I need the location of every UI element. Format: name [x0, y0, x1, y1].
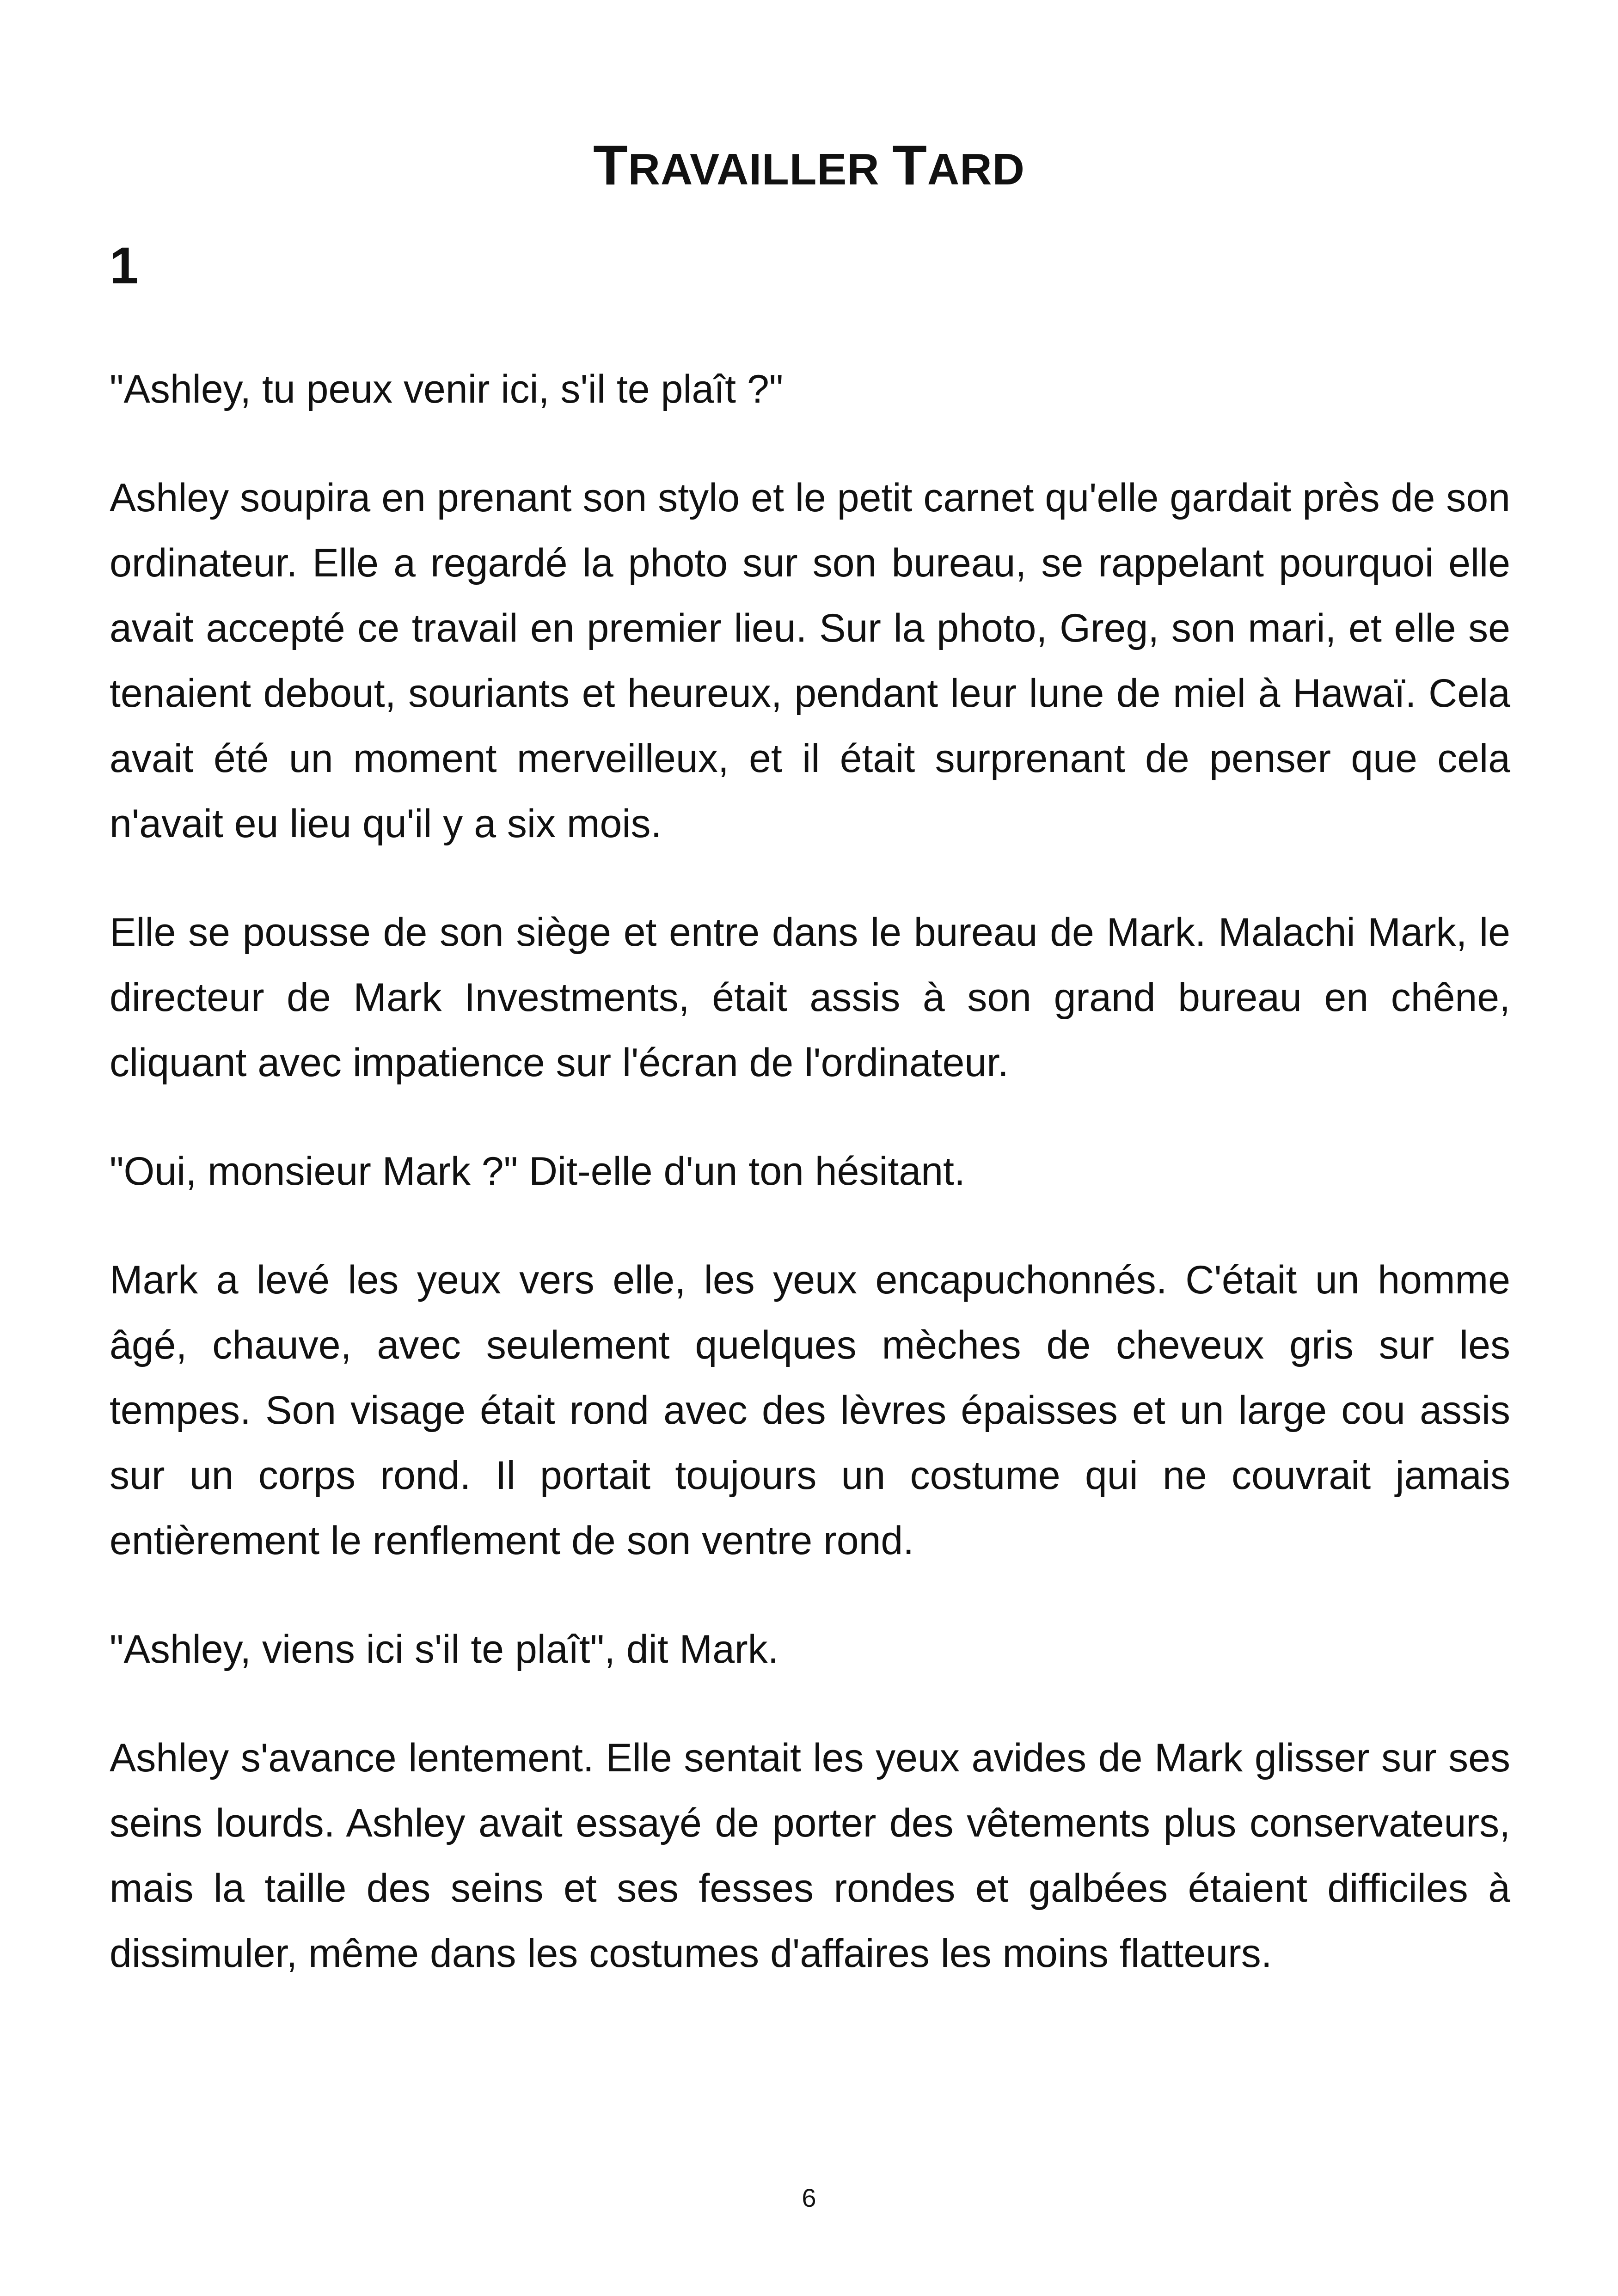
chapter-number: 1 — [110, 237, 139, 294]
title-part: ARD — [927, 144, 1025, 194]
title-part: RAVAILLER — [628, 144, 893, 194]
page-number: 6 — [802, 2183, 816, 2212]
title-part: T — [593, 133, 628, 196]
paragraph: Ashley s'avance lentement. Elle sentait les yeux avides de Mark glisser sur ses seins lourds. Ashley avait essayé de porter des vêtements plus conservateurs, mais la taille des seins et ses fesses rondes et galbées étaient difficiles à dissimuler, même dans les costumes d'affaires les moins flatteurs. — [110, 1736, 1510, 1976]
paragraph: Elle se pousse de son siège et entre dans le bureau de Mark. Malachi Mark, le directeur de Mark Investments, était assis à son grand bureau en chêne, cliquant avec impatience sur l'écran de l'ordinateur. — [110, 910, 1510, 1085]
paragraph: Ashley soupira en prenant son stylo et le petit carnet qu'elle gardait près de son ordinateur. Elle a regardé la photo sur son bureau, se rappelant pourquoi elle avait accepté ce travail en premier lieu. Sur la photo, Greg, son mari, et elle se tenaient debout, souriants et heureux, pendant leur lune de miel à Hawaï. Cela avait été un moment merveilleux, et il était surprenant de penser que cela n'avait eu lieu qu'il y a six mois. — [110, 476, 1510, 846]
paragraph: "Ashley, tu peux venir ici, s'il te plaît ?" — [110, 367, 784, 411]
body-text — [110, 357, 1510, 2030]
paragraph: "Oui, monsieur Mark ?" Dit-elle d'un ton hésitant. — [110, 1149, 965, 1194]
paragraph: "Ashley, viens ici s'il te plaît", dit Mark. — [110, 1627, 779, 1671]
paragraph: Mark a levé les yeux vers elle, les yeux encapuchonnés. C'était un homme âgé, chauve, avec seulement quelques mèches de cheveux gris sur les tempes. Son visage était rond avec des lèvres épaisses et un large cou assis sur un corps rond. Il portait toujours un costume qui ne couvrait jamais entièrement le renflement de son ventre rond. — [110, 1258, 1510, 1563]
title-part: T — [892, 133, 927, 196]
page-title — [0, 128, 1618, 207]
